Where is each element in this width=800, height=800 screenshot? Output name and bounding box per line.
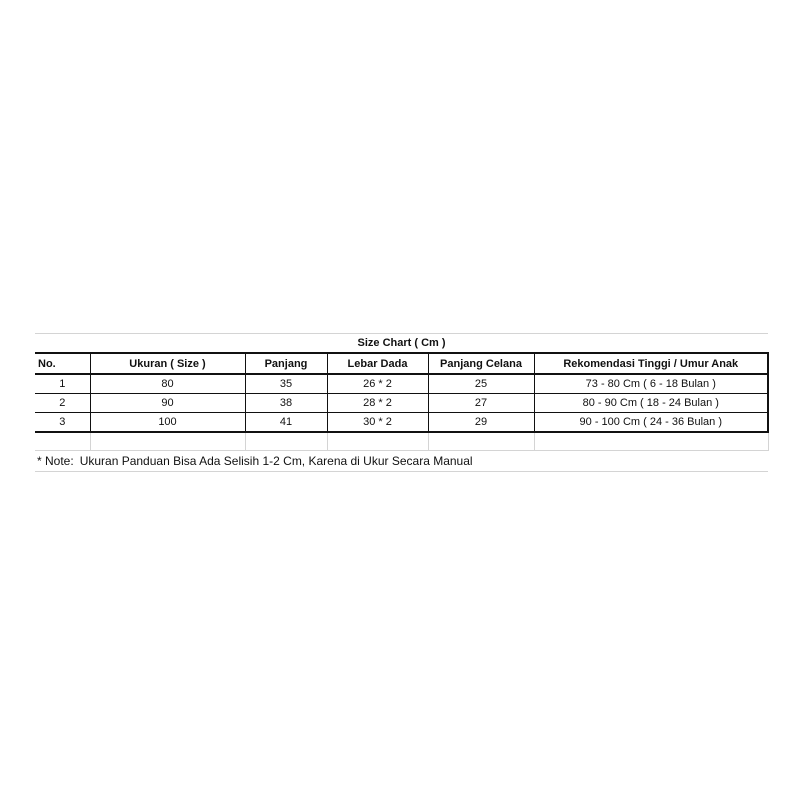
cell-panjang-celana: 29 [428,413,534,433]
table-title: Size Chart ( Cm ) [35,334,768,354]
cell-rekomendasi: 80 - 90 Cm ( 18 - 24 Bulan ) [534,394,768,413]
cell-rekomendasi: 73 - 80 Cm ( 6 - 18 Bulan ) [534,374,768,394]
header-lebar-dada: Lebar Dada [327,353,428,374]
cell-panjang: 41 [245,413,327,433]
blank-cell [534,432,768,451]
header-rekomendasi: Rekomendasi Tinggi / Umur Anak [534,353,768,374]
cell-lebar-dada: 26 * 2 [327,374,428,394]
header-no: No. [35,353,90,374]
note-label: * Note: [37,454,74,468]
cell-ukuran: 80 [90,374,245,394]
header-ukuran: Ukuran ( Size ) [90,353,245,374]
table-row [35,413,768,433]
cell-lebar-dada: 30 * 2 [327,413,428,433]
blank-cell [35,432,90,451]
table-title-row [35,334,768,354]
cell-no: 3 [35,413,90,433]
cell-ukuran: 90 [90,394,245,413]
header-panjang: Panjang [245,353,327,374]
note-row [35,451,768,472]
cell-panjang: 35 [245,374,327,394]
cell-no: 1 [35,374,90,394]
size-chart-table [35,333,769,451]
cell-panjang-celana: 25 [428,374,534,394]
blank-cell [245,432,327,451]
cell-ukuran: 100 [90,413,245,433]
cell-panjang-celana: 27 [428,394,534,413]
cell-no: 2 [35,394,90,413]
header-panjang-celana: Panjang Celana [428,353,534,374]
cell-rekomendasi: 90 - 100 Cm ( 24 - 36 Bulan ) [534,413,768,433]
blank-cell [90,432,245,451]
note-text: Ukuran Panduan Bisa Ada Selisih 1-2 Cm, Karena di Ukur Secara Manual [79,454,473,468]
blank-cell [327,432,428,451]
cell-panjang: 38 [245,394,327,413]
size-chart-sheet [35,333,768,472]
blank-cell [428,432,534,451]
table-row [35,374,768,394]
cell-lebar-dada: 28 * 2 [327,394,428,413]
table-header-row [35,353,768,374]
table-row [35,394,768,413]
blank-row [35,432,768,451]
